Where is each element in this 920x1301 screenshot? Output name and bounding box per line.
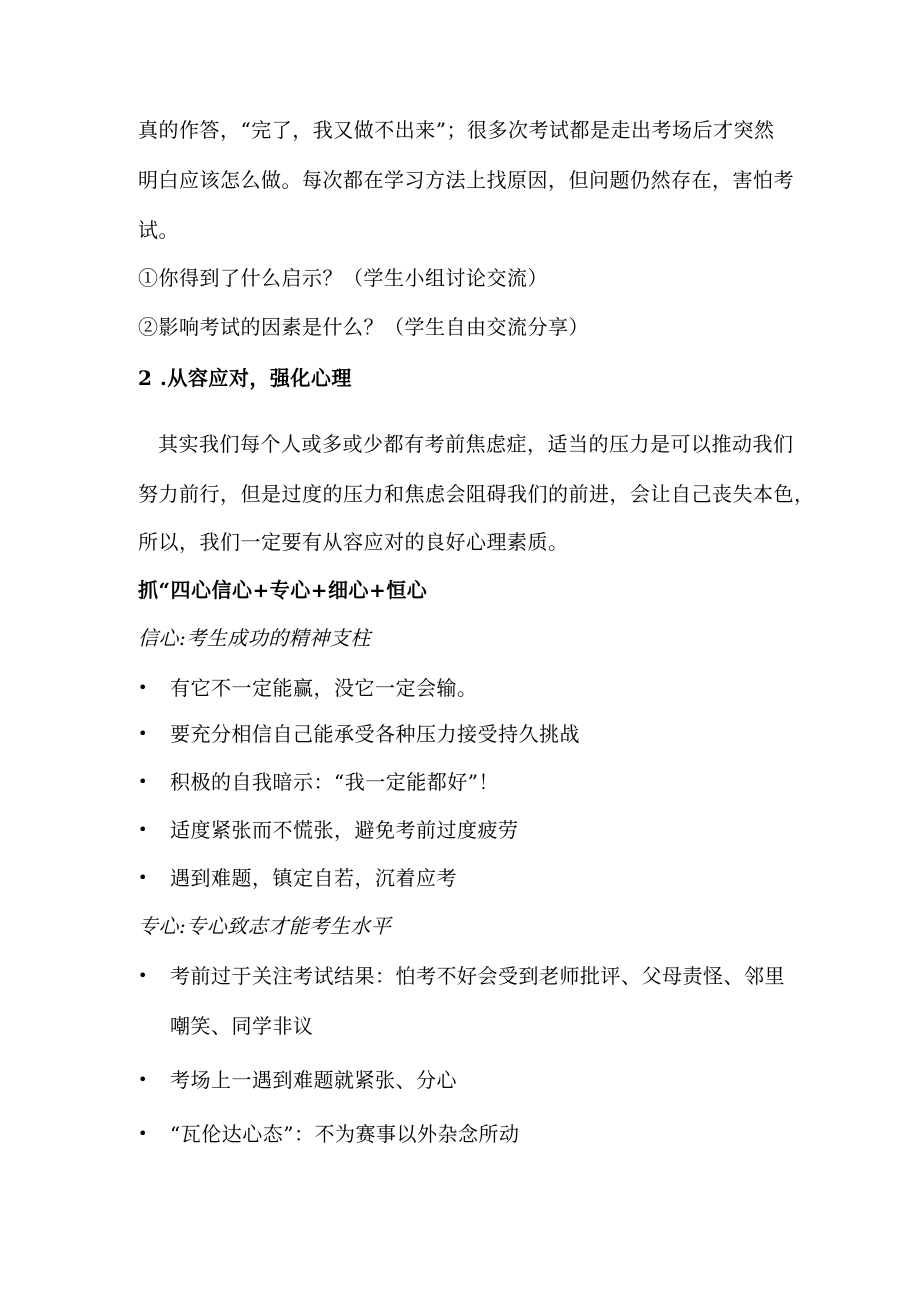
paragraph1-line1: 真的作答，“完了，我又做不出来”；很多次考试都是走出考场后才突然 bbox=[138, 118, 775, 142]
bullet-icon: • bbox=[138, 772, 148, 791]
list-item-text: 有它不一定能赢，没它一定会输。 bbox=[170, 676, 478, 700]
paragraph1-line3: 试。 bbox=[138, 218, 179, 242]
list-item-text-continuation: 嘲笑、同学非议 bbox=[170, 1014, 314, 1038]
bullet-icon: • bbox=[138, 966, 148, 985]
list-item-text: 考场上一遇到难题就紧张、分心 bbox=[170, 1068, 457, 1092]
bullet-icon: • bbox=[138, 724, 148, 743]
paragraph2-line3: 所以，我们一定要有从容应对的良好心理素质。 bbox=[138, 530, 569, 554]
list-item-text: 考前过于关注考试结果：怕考不好会受到老师批评、父母责怪、邻里 bbox=[170, 964, 785, 988]
section2-heading: 2 .从容应对，强化心理 bbox=[138, 366, 352, 390]
bullet-icon: • bbox=[138, 820, 148, 839]
question-2: ②影响考试的因素是什么？（学生自由交流分享） bbox=[138, 315, 589, 339]
list-item-text: “瓦伦达心态”：不为赛事以外杂念所动 bbox=[170, 1122, 520, 1146]
paragraph1-line2: 明白应该怎么做。每次都在学习方法上找原因，但问题仍然存在，害怕考 bbox=[138, 168, 794, 192]
paragraph2-line2: 努力前行，但是过度的压力和焦虑会阻碍我们的前进，会让自己丧失本色， bbox=[138, 482, 815, 506]
bullet-icon: • bbox=[138, 678, 148, 697]
bullet-icon: • bbox=[138, 1124, 148, 1143]
four-hearts-heading: 抓“四心信心+专心+细心+恒心 bbox=[138, 578, 428, 602]
focus-subheading: 专心:专心致志才能考生水平 bbox=[138, 914, 392, 938]
list-item-text: 适度紧张而不慌张，避免考前过度疲劳 bbox=[170, 818, 519, 842]
bullet-icon: • bbox=[138, 868, 148, 887]
list-item-text: 要充分相信自己能承受各种压力接受持久挑战 bbox=[170, 722, 580, 746]
question-1: ①你得到了什么启示？（学生小组讨论交流） bbox=[138, 266, 548, 290]
list-item-text: 积极的自我暗示：“我一定能都好”！ bbox=[170, 770, 499, 794]
paragraph2-line1: 其实我们每个人或多或少都有考前焦虑症，适当的压力是可以推动我们 bbox=[158, 432, 794, 456]
list-item-text: 遇到难题，镇定自若，沉着应考 bbox=[170, 866, 457, 890]
confidence-subheading: 信心:考生成功的精神支柱 bbox=[138, 626, 371, 650]
bullet-icon: • bbox=[138, 1070, 148, 1089]
